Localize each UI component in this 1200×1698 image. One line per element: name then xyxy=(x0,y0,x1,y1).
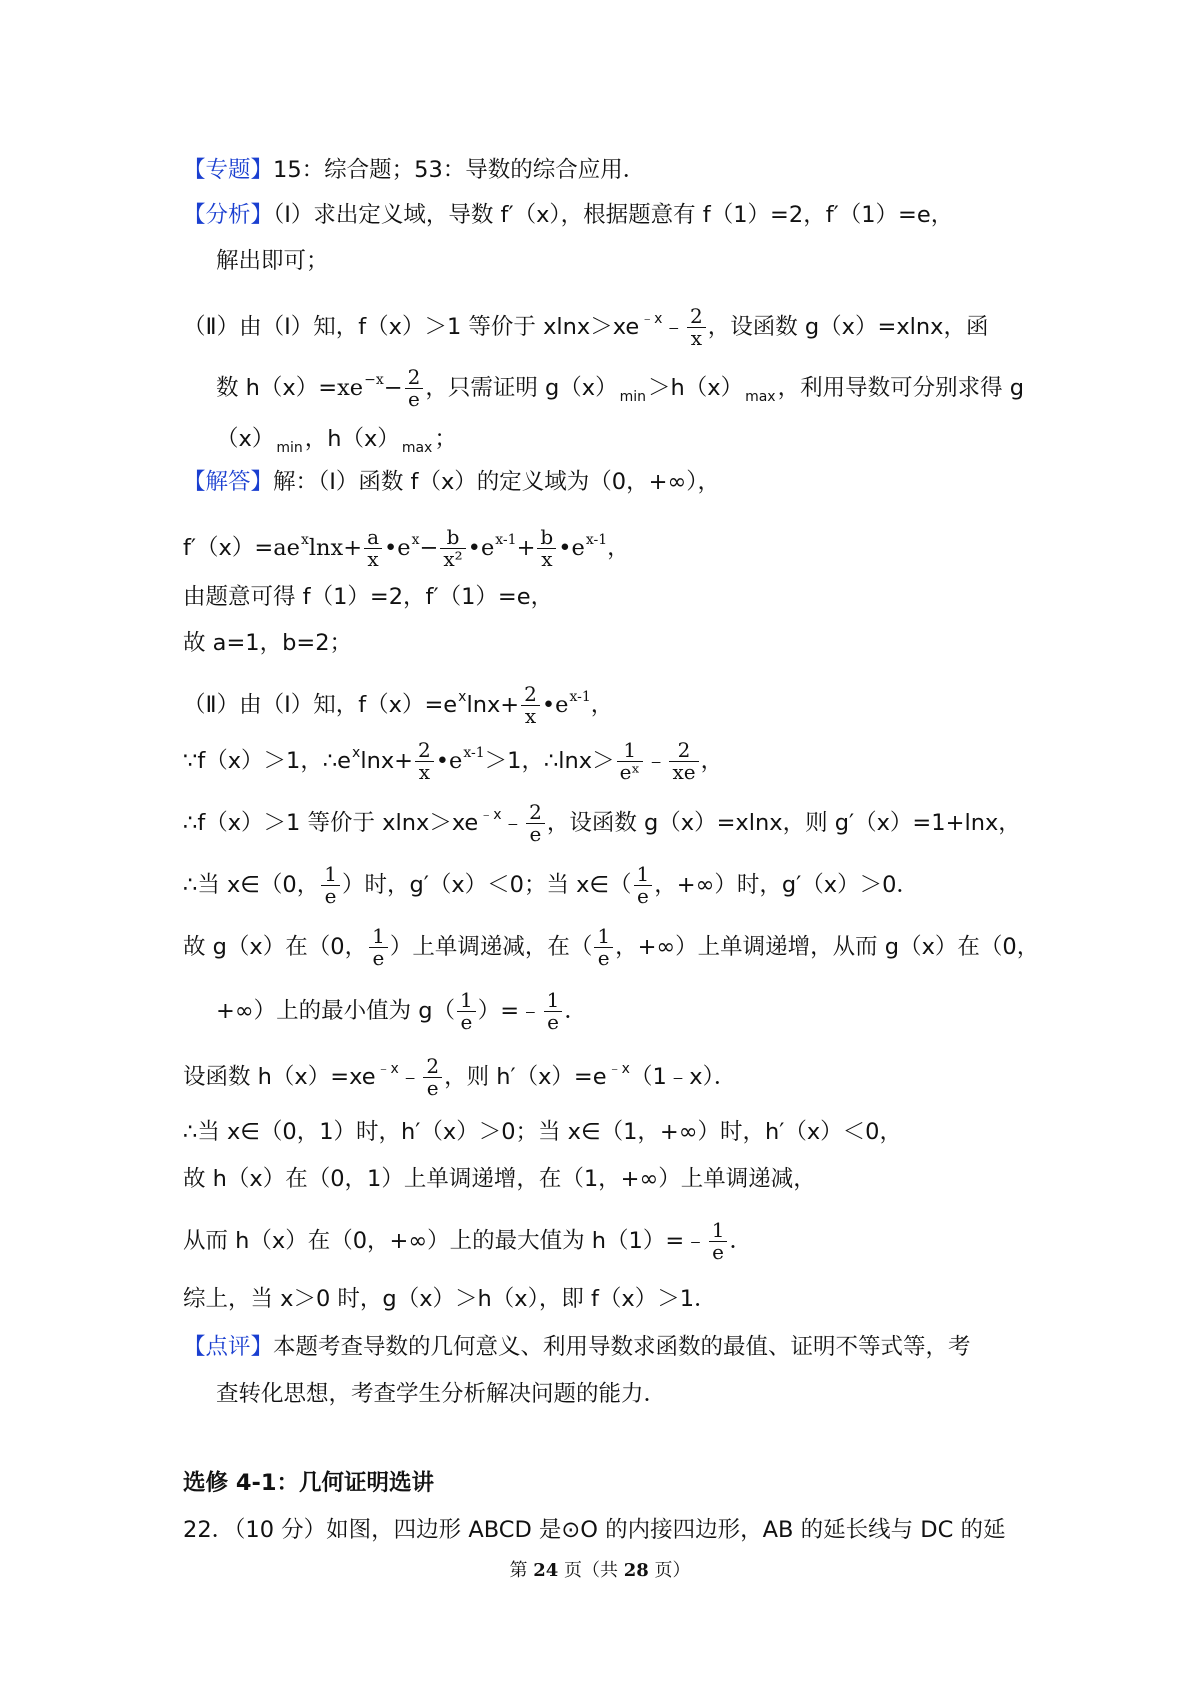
fenxi-line-5 xyxy=(216,424,457,463)
fraction-numerator: 1 xyxy=(617,740,643,762)
jieda-line-1 xyxy=(183,467,720,497)
text: 故 h（x）在（0，1）上单调递增，在（1，+∞）上单调递减， xyxy=(183,1166,816,1192)
fraction-denominator: e xyxy=(597,946,610,970)
formula-text: lnx+ xyxy=(308,535,363,561)
text: ﹣ xyxy=(398,1064,422,1090)
jieda-tag: 【解答】 xyxy=(183,469,274,495)
text: 本题考查导数的几何意义、利用导数求函数的最值、证明不等式等，考 xyxy=(273,1334,971,1360)
text: ，设函数 g（x）=xlnx，则 g′（x）=1+lnx， xyxy=(546,810,1021,836)
text: ，+∞）上单调递增，从而 g（x）在（0， xyxy=(615,934,1040,960)
fraction-denominator: e xyxy=(547,1010,559,1034)
text: 从而 h（x）在（0，+∞）上的最大值为 h（1）=﹣ xyxy=(183,1228,707,1254)
jieda-line-5 xyxy=(183,682,613,727)
fraction xyxy=(321,864,340,907)
formula-text: •e xyxy=(435,748,463,774)
page-number: 24 xyxy=(533,1560,559,1581)
jieda-line-3 xyxy=(183,582,553,612)
text: lnx+ xyxy=(360,748,414,774)
fraction-denominator: x xyxy=(418,760,431,784)
fraction-numerator: 1 xyxy=(321,864,340,886)
fraction xyxy=(415,740,434,783)
fraction-denominator: e xyxy=(408,387,420,411)
fraction xyxy=(594,926,613,969)
text: 故 g（x）在（0， xyxy=(183,934,368,960)
superscript: x xyxy=(352,745,361,761)
text: +∞）上的最小值为 g（ xyxy=(216,998,456,1024)
text: （1﹣x）． xyxy=(629,1064,737,1090)
text: ，+∞）时，g′（x）＞0． xyxy=(654,872,919,898)
text: （x） xyxy=(216,426,275,452)
text: ． xyxy=(729,1228,752,1254)
superscript: x xyxy=(458,689,467,705)
fraction-numerator: 1 xyxy=(544,990,563,1012)
jieda-line-10 xyxy=(216,990,587,1033)
fraction xyxy=(634,864,653,907)
fraction-numerator: 2 xyxy=(521,684,540,706)
fraction-numerator: b xyxy=(440,527,465,549)
text: ，h（x） xyxy=(304,426,400,452)
section-title-text: 选修 4-1：几何证明选讲 xyxy=(183,1470,434,1496)
fraction-denominator: x xyxy=(541,547,553,571)
fenxi-line-4 xyxy=(216,365,1024,412)
fraction-numerator: a xyxy=(364,527,382,549)
jieda-line-6 xyxy=(183,738,723,783)
text: 数 h（x）= xyxy=(216,375,338,401)
fraction xyxy=(440,527,465,570)
jieda-line-7 xyxy=(183,800,1021,845)
fraction-denominator: eˣ xyxy=(619,760,640,784)
formula-text: •e xyxy=(541,692,569,718)
text: ﹣ xyxy=(662,314,685,340)
text: f′（x）= xyxy=(183,535,274,561)
fraction-numerator: 2 xyxy=(526,802,545,824)
fraction-numerator: 1 xyxy=(709,1220,728,1242)
superscript: x-1 xyxy=(495,532,517,548)
text: 综上，当 x＞0 时，g（x）＞h（x），即 f（x）＞1． xyxy=(183,1286,717,1312)
text: ＞1，∴lnx＞ xyxy=(484,748,615,774)
fraction-numerator: b xyxy=(537,527,556,549)
fraction-numerator: 2 xyxy=(669,740,698,762)
dianping-tag: 【点评】 xyxy=(183,1334,274,1360)
formula-text: xe xyxy=(337,375,364,401)
text: ∵f（x）＞1，∴e xyxy=(183,748,352,774)
footer-text: 页） xyxy=(648,1560,691,1581)
text: ﹣ xyxy=(644,748,668,774)
superscript: ﹣x xyxy=(479,807,502,823)
formula-text: ae xyxy=(273,535,300,561)
fraction-denominator: x xyxy=(690,326,702,350)
text: ）时，g′（x）＜0；当 x∈（ xyxy=(341,872,632,898)
text: ， xyxy=(590,692,614,718)
text: ∴当 x∈（0，1）时，h′（x）＞0；当 x∈（1，+∞）时，h′（x）＜0， xyxy=(183,1119,902,1145)
text: （Ⅱ）由（Ⅰ）知，f（x）＞1 等价于 xlnx＞xe xyxy=(183,314,640,340)
subscript: max xyxy=(745,389,776,405)
fraction-denominator: e xyxy=(372,946,385,970)
text: ∴当 x∈（0， xyxy=(183,872,320,898)
fraction xyxy=(669,740,698,783)
fraction-denominator: e xyxy=(460,1010,473,1034)
superscript: x-1 xyxy=(463,745,485,761)
fraction-numerator: 2 xyxy=(415,740,434,762)
fenxi-text-1: （Ⅰ）求出定义域，导数 f′（x），根据题意有 f（1）=2，f′（1）=e， xyxy=(273,202,954,228)
text: 故 a=1，b=2； xyxy=(183,630,353,656)
fraction xyxy=(364,527,382,570)
dianping-line-1 xyxy=(183,1332,971,1362)
text: 设函数 h（x）=xe xyxy=(183,1064,376,1090)
text: ； xyxy=(434,426,457,452)
text: ， xyxy=(607,535,630,561)
fraction-numerator: 2 xyxy=(687,306,706,328)
fenxi-text-2: 解出即可； xyxy=(216,248,329,274)
fenxi-line-2 xyxy=(216,246,329,276)
text: （Ⅱ）由（Ⅰ）知，f（x）=e xyxy=(183,692,458,718)
superscript: −x xyxy=(364,372,384,388)
fraction-numerator: 1 xyxy=(369,926,388,948)
text: 解：（Ⅰ）函数 f（x）的定义域为（0，+∞）， xyxy=(273,469,720,495)
dianping-line-2 xyxy=(216,1379,666,1409)
superscript: ﹣x xyxy=(376,1061,399,1077)
fraction xyxy=(709,1220,728,1263)
fraction-denominator: x xyxy=(367,547,379,571)
fraction-denominator: e xyxy=(324,884,337,908)
jieda-line-11 xyxy=(183,1054,736,1099)
fenxi-line-3 xyxy=(183,304,988,349)
zhuanti-tag: 【专题】 xyxy=(183,157,274,183)
text: ． xyxy=(564,998,587,1024)
question-22 xyxy=(183,1515,1005,1545)
fraction-denominator: e xyxy=(426,1076,439,1100)
text: 查转化思想，考查学生分析解决问题的能力． xyxy=(216,1381,667,1407)
text: ﹣ xyxy=(501,810,525,836)
total-pages: 28 xyxy=(623,1560,649,1581)
fraction-numerator: 1 xyxy=(634,864,653,886)
formula-text: •e xyxy=(467,535,495,561)
fraction xyxy=(687,306,706,349)
fraction xyxy=(537,527,556,570)
formula-text: + xyxy=(516,535,536,561)
fraction xyxy=(423,1056,442,1099)
zhuanti-text: 15：综合题；53：导数的综合应用． xyxy=(273,157,646,183)
superscript: ﹣x xyxy=(640,311,663,327)
formula-text: •e xyxy=(384,535,411,561)
superscript: x-1 xyxy=(585,532,608,548)
fenxi-tag: 【分析】 xyxy=(183,202,274,228)
fraction xyxy=(617,740,643,783)
jieda-line-4 xyxy=(183,628,352,658)
text: lnx+ xyxy=(466,692,520,718)
fraction xyxy=(521,684,540,727)
fraction-numerator: 1 xyxy=(594,926,613,948)
subscript: min xyxy=(619,389,647,405)
section-title xyxy=(183,1468,434,1498)
fraction-denominator: xe xyxy=(672,760,696,784)
text: ，只需证明 g（x） xyxy=(425,375,618,401)
footer-text: 第 xyxy=(509,1560,534,1581)
superscript: x-1 xyxy=(569,689,591,705)
page-footer xyxy=(0,1556,1200,1582)
text: 由题意可得 f（1）=2，f′（1）=e， xyxy=(183,584,554,610)
fraction-denominator: x xyxy=(524,704,537,728)
text: ）上单调递减，在（ xyxy=(389,934,593,960)
subscript: max xyxy=(401,440,433,456)
fraction-denominator: e xyxy=(712,1240,725,1264)
fraction-denominator: x² xyxy=(443,547,463,571)
jieda-line-14 xyxy=(183,1220,752,1263)
fraction xyxy=(369,926,388,969)
question-22-text: 22．（10 分）如图，四边形 ABCD 是⊙O 的内接四边形，AB 的延长线与 DC 的延 xyxy=(183,1517,1006,1543)
jieda-line-15 xyxy=(183,1284,717,1314)
fraction-numerator: 1 xyxy=(457,990,476,1012)
jieda-line-13 xyxy=(183,1164,816,1194)
text: ）=﹣ xyxy=(477,998,542,1024)
formula-text: − xyxy=(419,535,439,561)
text: ，则 h′（x）=e xyxy=(444,1064,607,1090)
fraction xyxy=(526,802,545,845)
jieda-line-12 xyxy=(183,1117,902,1147)
zhuanti-line xyxy=(183,155,645,185)
fenxi-line-1 xyxy=(183,200,953,230)
fraction-numerator: 2 xyxy=(405,367,424,389)
fraction xyxy=(405,367,424,410)
text: ＞h（x） xyxy=(648,375,744,401)
text: ，利用导数可分别求得 g xyxy=(777,375,1025,401)
footer-text: 页（共 xyxy=(558,1560,624,1581)
fraction-denominator: e xyxy=(529,822,542,846)
fraction-numerator: 2 xyxy=(423,1056,442,1078)
jieda-line-9 xyxy=(183,926,1039,969)
superscript: x xyxy=(411,532,420,548)
text: ∴f（x）＞1 等价于 xlnx＞xe xyxy=(183,810,479,836)
formula-text: − xyxy=(383,375,403,401)
superscript: x xyxy=(300,532,309,548)
fraction-denominator: e xyxy=(636,884,649,908)
jieda-line-8 xyxy=(183,864,919,907)
text: ，设函数 g（x）=xlnx，函 xyxy=(707,314,989,340)
formula-text: •e xyxy=(558,535,585,561)
fraction xyxy=(544,990,563,1033)
jieda-line-2 xyxy=(183,525,630,570)
text: ， xyxy=(700,748,724,774)
fraction xyxy=(457,990,476,1033)
subscript: min xyxy=(276,440,303,456)
superscript: ﹣x xyxy=(607,1061,630,1077)
